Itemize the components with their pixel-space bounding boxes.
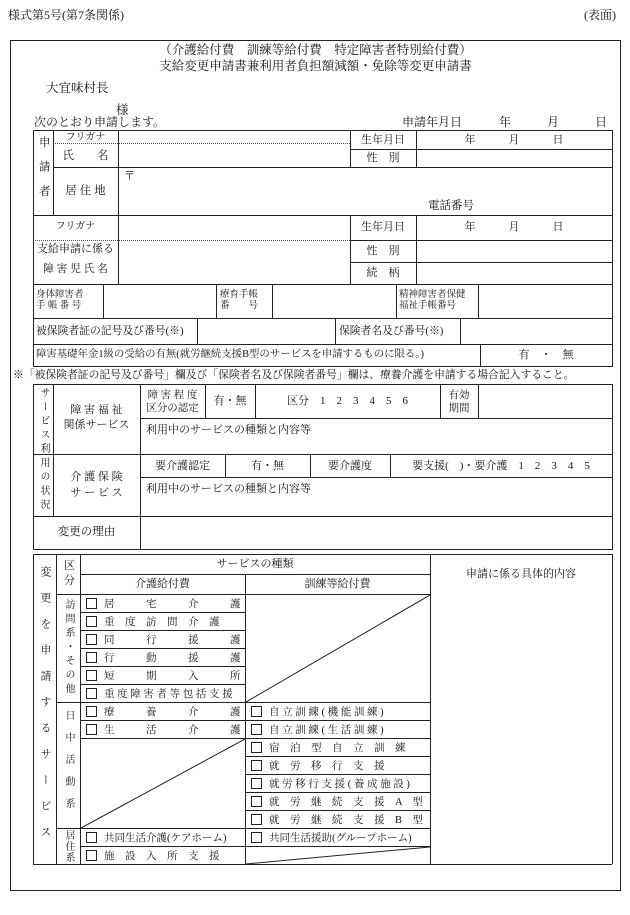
service-label: 自 立 訓 練 ( 生 活 訓 練 ) bbox=[269, 724, 384, 736]
address-label: 居 住 地 bbox=[65, 185, 106, 197]
row-judo-homon-kaigo bbox=[80, 612, 245, 630]
application-date-ymd: 年 月 日 bbox=[499, 115, 608, 129]
divider bbox=[53, 167, 612, 168]
service-status-section-label: サービス利用の状況 bbox=[38, 387, 49, 513]
divider bbox=[33, 549, 612, 550]
applicant-section-label: 申請者 bbox=[37, 135, 50, 210]
gender-label: 性 別 bbox=[366, 152, 400, 164]
na-diagonal-kunren-bottom bbox=[246, 847, 430, 864]
row-kyodo-seikatsu-kaigo bbox=[80, 828, 245, 846]
name-label: 氏 名 bbox=[62, 150, 109, 162]
row-kyodo-seikatsu-enjo bbox=[245, 828, 430, 846]
row-doko-engo bbox=[80, 630, 245, 648]
grade-label-line2: 区分の認定 bbox=[146, 403, 199, 414]
disability-service-label-line2: 関係サービス bbox=[63, 419, 130, 431]
checkbox-jiritsu-kunren-seikatsu[interactable] bbox=[251, 724, 262, 735]
na-diagonal-kunren-top bbox=[246, 595, 430, 702]
checkbox-judo-homon-kaigo[interactable] bbox=[86, 616, 97, 627]
validity-label-line2: 期間 bbox=[448, 403, 470, 414]
divider bbox=[33, 384, 612, 385]
divider bbox=[118, 130, 119, 284]
change-service-section-label: 変更を申請するサービス bbox=[39, 566, 51, 852]
postal-mark: 〒 bbox=[124, 170, 135, 182]
group-kyoju-label: 居住系 bbox=[63, 829, 74, 863]
service-type-header: サービスの種類 bbox=[216, 558, 294, 570]
row-seikatsu-kaigo bbox=[80, 720, 245, 738]
row-ryoyo-kaigo bbox=[80, 702, 245, 720]
checkbox-doko-engo[interactable] bbox=[86, 634, 97, 645]
grade-label-line1: 障 害 程 度 bbox=[147, 390, 198, 401]
title-line1: （介護給付費 訓練等給付費 特定障害者特別給付費） bbox=[159, 43, 472, 57]
pension-label: 障害基礎年金1級の受給の有無(就労継続支援B型のサービスを申請するものに限る。) bbox=[36, 349, 424, 360]
physical-handbook-label: 身体障害者 手 帳 番 号 bbox=[36, 290, 84, 311]
divider bbox=[430, 554, 431, 864]
divider bbox=[33, 130, 612, 131]
reason-label: 変更の理由 bbox=[57, 526, 116, 538]
group-nicchu-label: 日中活動系 bbox=[63, 710, 74, 820]
service-label: 行 動 援 護 bbox=[104, 652, 241, 664]
insurer-label: 保険者名及び番号(※) bbox=[339, 325, 444, 337]
kaigo-header: 介護給付費 bbox=[135, 578, 190, 590]
checkbox-shuro-keizoku-b[interactable] bbox=[251, 814, 262, 825]
title-line2: 支給変更申請書兼利用者負担額減額・免除等変更申請書 bbox=[159, 59, 472, 73]
divider bbox=[612, 130, 613, 367]
divider bbox=[33, 215, 612, 216]
checkbox-kyodo-seikatsu-enjo[interactable] bbox=[251, 832, 262, 843]
row-kyotaku-kaigo bbox=[80, 594, 245, 612]
in-use-label2: 利用中のサービスの種類と内容等 bbox=[146, 483, 311, 495]
birth-date-placeholder: 年 月 日 bbox=[464, 134, 564, 146]
validity-label-line1: 有効 bbox=[448, 390, 470, 401]
divider bbox=[33, 864, 612, 865]
na-diagonal-kaigo-middle bbox=[81, 739, 245, 828]
divider bbox=[140, 418, 612, 419]
service-label: 重 度 障 害 者 等 包 括 支 援 bbox=[104, 688, 233, 700]
care-cert-options[interactable]: 有・無 bbox=[251, 460, 284, 472]
row-jiritsu-kunren-seikatsu bbox=[245, 720, 430, 738]
service-label: 宿 泊 型 自 立 訓 練 bbox=[269, 742, 406, 754]
child-birth-label: 生年月日 bbox=[361, 221, 405, 233]
row-shuro-keizoku-a bbox=[245, 792, 430, 810]
divider bbox=[140, 477, 612, 478]
row-shuro-iko-shien bbox=[245, 756, 430, 774]
checkbox-shuro-iko-shien[interactable] bbox=[251, 760, 262, 771]
care-insurance-label-line2: サ ー ビ ス bbox=[70, 487, 123, 499]
checkbox-judo-hokatsu-shien[interactable] bbox=[86, 688, 97, 699]
service-label: 同 行 援 護 bbox=[104, 634, 241, 646]
care-cert-label: 要介護認定 bbox=[155, 460, 210, 472]
divider bbox=[478, 384, 479, 418]
insured-card-label: 被保険者証の記号及び番号(※) bbox=[36, 325, 184, 337]
ryoiku-handbook-label: 療育手帳 番 号 bbox=[220, 290, 259, 311]
service-label: 重 度 訪 問 介 護 bbox=[104, 616, 220, 628]
child-name-label-line1: 支給申請に係る bbox=[37, 243, 114, 255]
disability-service-label-line1: 障 害 福 祉 bbox=[70, 404, 123, 416]
form-code: 様式第5号(第7条関係) bbox=[8, 8, 124, 22]
care-level-label: 要介護度 bbox=[328, 460, 372, 472]
row-shuro-iko-shien-yosei bbox=[245, 774, 430, 792]
service-label: 就 労 継 続 支 援 A 型 bbox=[269, 796, 424, 808]
furigana-label: フリガナ bbox=[65, 132, 106, 143]
service-label: 就 労 移 行 支 援 bbox=[269, 760, 385, 772]
divider bbox=[33, 554, 612, 555]
kubun-header: 区分 bbox=[62, 559, 75, 589]
checkbox-kyodo-seikatsu-kaigo[interactable] bbox=[86, 832, 97, 843]
divider bbox=[216, 284, 217, 318]
note-text: ※「被保険者証の記号及び番号」欄及び「保険者名及び保険者番号」欄は、療養介護を申請する場合記入すること。 bbox=[13, 369, 575, 381]
divider bbox=[33, 284, 612, 285]
divider bbox=[33, 454, 612, 455]
checkbox-seikatsu-kaigo[interactable] bbox=[86, 724, 97, 735]
service-label: 共同生活援助(グループホーム) bbox=[269, 832, 412, 844]
mental-handbook-label: 精神障害者保健 福祉手帳番号 bbox=[399, 290, 466, 311]
divider bbox=[396, 284, 397, 318]
birth-label: 生年月日 bbox=[361, 134, 405, 146]
row-shukuhaku-jiritsu-kunren bbox=[245, 738, 430, 756]
divider bbox=[197, 318, 198, 344]
service-label: 就 労 継 続 支 援 B 型 bbox=[269, 814, 424, 826]
service-label: 短 期 入 所 bbox=[104, 670, 241, 682]
divider bbox=[33, 240, 350, 241]
checkbox-kodo-engo[interactable] bbox=[86, 652, 97, 663]
service-label: 療 養 介 護 bbox=[104, 706, 241, 718]
phone-label: 電話番号 bbox=[428, 200, 474, 212]
divider bbox=[33, 366, 612, 367]
checkbox-shukuhaku-jiritsu-kunren[interactable] bbox=[251, 742, 262, 753]
care-level-options[interactable]: 要支援( )・要介護 1 2 3 4 5 bbox=[412, 460, 590, 472]
divider bbox=[460, 318, 461, 344]
service-label: 自 立 訓 練 ( 機 能 訓 練 ) bbox=[269, 706, 384, 718]
kubun-options[interactable]: 区分 1 2 3 4 5 6 bbox=[287, 395, 408, 407]
divider bbox=[272, 284, 273, 318]
checkbox-shuro-iko-shien-yosei[interactable] bbox=[251, 778, 262, 789]
honorific: 様 bbox=[116, 103, 129, 117]
row-jiritsu-kunren-kino bbox=[245, 702, 430, 720]
divider bbox=[612, 384, 613, 550]
child-relation-label: 続 柄 bbox=[366, 267, 400, 279]
service-label: 共同生活介護(ケアホーム) bbox=[104, 832, 227, 844]
in-use-label: 利用中のサービスの種類と内容等 bbox=[146, 424, 311, 436]
service-label: 就 労 移 行 支 援 ( 養 成 施 設 ) bbox=[269, 778, 410, 790]
checkbox-tanki-nyusho[interactable] bbox=[86, 670, 97, 681]
divider bbox=[335, 318, 336, 344]
addressee: 大宜味村長 bbox=[46, 81, 109, 95]
child-birth-date-placeholder: 年 月 日 bbox=[464, 221, 564, 233]
divider bbox=[33, 516, 612, 517]
content-header: 申請に係る具体的内容 bbox=[466, 568, 576, 580]
service-label: 居 宅 介 護 bbox=[104, 598, 241, 610]
checkbox-ryoyo-kaigo[interactable] bbox=[86, 706, 97, 717]
care-insurance-label-line1: 介 護 保 険 bbox=[70, 471, 123, 483]
child-furigana-label: フリガナ bbox=[55, 221, 96, 232]
row-shisetsu-nyusho-shien bbox=[80, 846, 245, 864]
divider bbox=[478, 284, 479, 318]
application-date-label: 申請年月日 bbox=[402, 115, 463, 129]
child-name-label-line2: 障 害 児 氏 名 bbox=[43, 263, 108, 275]
row-judo-hokatsu-shien bbox=[80, 684, 245, 702]
grade-options[interactable]: 有・無 bbox=[213, 395, 247, 407]
checkbox-shisetsu-nyusho-shien[interactable] bbox=[86, 850, 97, 861]
row-tanki-nyusho bbox=[80, 666, 245, 684]
pension-options[interactable]: 有 ・ 無 bbox=[518, 349, 574, 361]
divider bbox=[103, 284, 104, 318]
child-gender-label: 性 別 bbox=[366, 245, 400, 257]
group-homon-label: 訪問系・その他 bbox=[63, 599, 74, 697]
row-kodo-engo bbox=[80, 648, 245, 666]
row-shuro-keizoku-b bbox=[245, 810, 430, 828]
divider bbox=[350, 262, 612, 263]
divider bbox=[33, 318, 612, 319]
service-label: 生 活 介 護 bbox=[104, 724, 241, 736]
intro-text: 次のとおり申請します。 bbox=[34, 115, 166, 129]
checkbox-kyotaku-kaigo[interactable] bbox=[86, 598, 97, 609]
kunren-header: 訓練等給付費 bbox=[304, 578, 371, 590]
divider bbox=[612, 554, 613, 864]
service-label: 施 設 入 所 支 援 bbox=[104, 850, 220, 862]
divider bbox=[350, 149, 612, 150]
divider bbox=[80, 574, 430, 575]
divider bbox=[33, 344, 612, 345]
checkbox-jiritsu-kunren-kino[interactable] bbox=[251, 706, 262, 717]
divider bbox=[350, 240, 612, 241]
checkbox-shuro-keizoku-a[interactable] bbox=[251, 796, 262, 807]
side-label: (表面) bbox=[584, 8, 616, 22]
